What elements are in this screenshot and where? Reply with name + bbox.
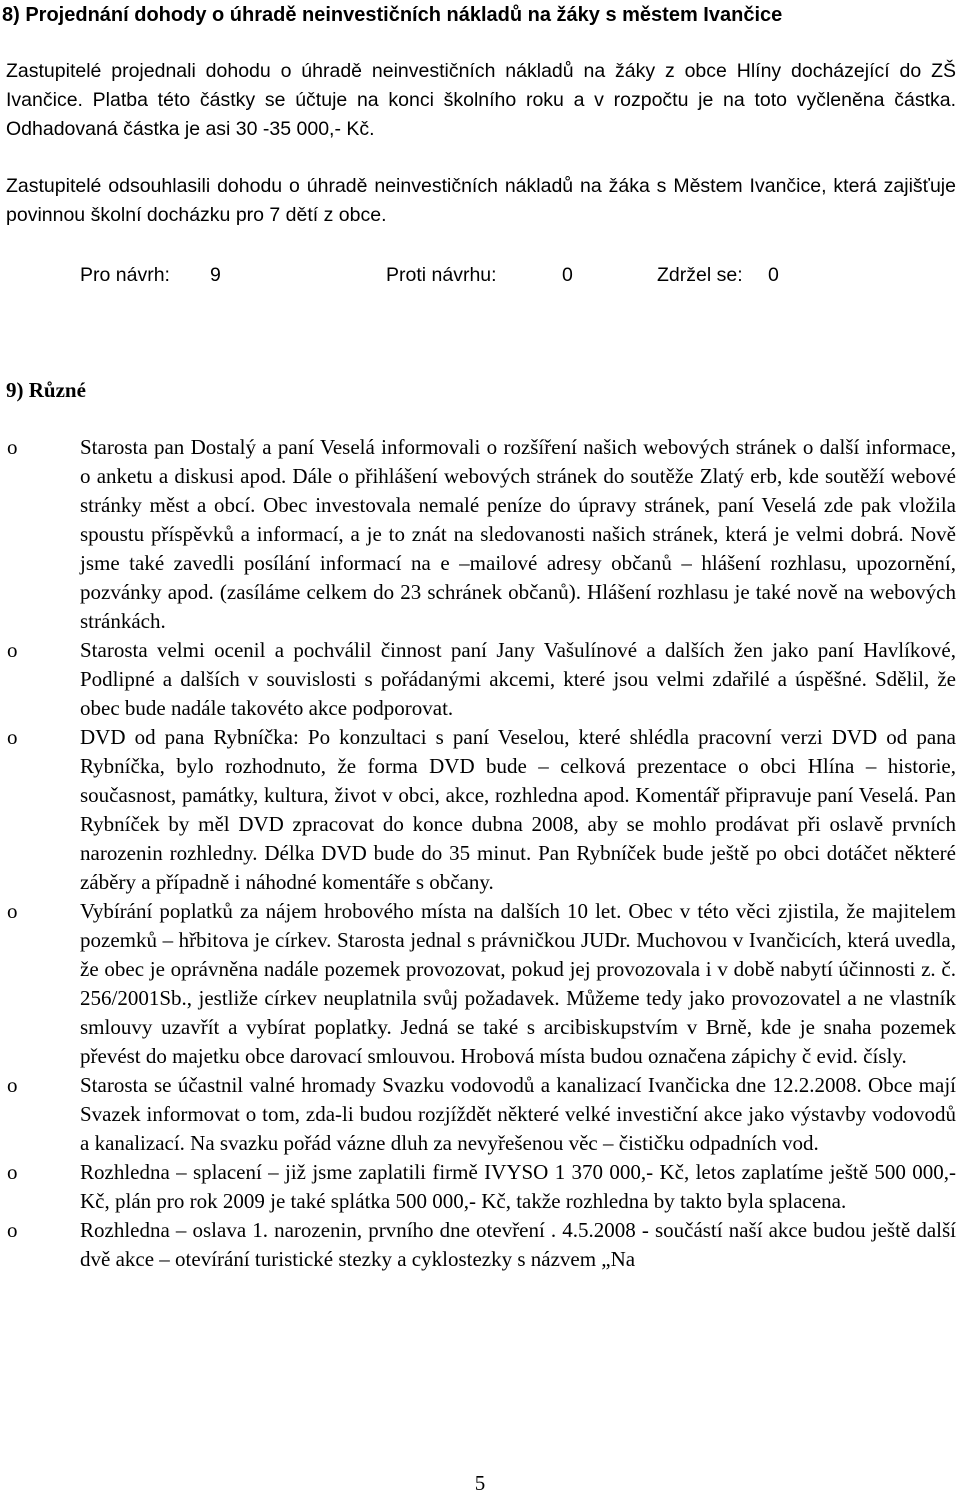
vote-for-label: Pro návrh: — [80, 264, 170, 286]
list-item — [0, 1071, 960, 1158]
list-item-text: Starosta pan Dostalý a paní Veselá informovali o rozšíření našich webových stránek o další informace, o anketu a diskusi apod. Dále o přihlášení webových stránek do soutěže Zlatý erb, kde soutěží webové stránky měst a obcí. Obec investovala nemalé peníze do úpravy stránek, paní Veselá zde pak vložila spoustu příspěvků a informací, a je to znát na sledovanosti našich stránek, která je velmi dobrá. Nově jsme také zavedli posílání informací na e –mailové adresy občanů – hlášení rozhlasu, upozornění, pozvánky apod. (zasíláme celkem do 23 schránek občanů). Hlášení rozhlasu je také nově na webových stránkách. — [80, 435, 956, 633]
bullet-marker: o — [7, 1160, 18, 1184]
section-9-list — [0, 433, 960, 1274]
bullet-marker: o — [7, 1218, 18, 1242]
bullet-marker: o — [7, 638, 18, 662]
list-item-text: Vybírání poplatků za nájem hrobového místa na dalších 10 let. Obec v této věci zjistila, že majitelem pozemků – hřbitova je církev. Starosta jednal s právničkou JUDr. Muchovou v Ivančicích, která uvedla, že obec je oprávněna nadále pozemek provozovat, pokud jej provozovala i v době nabytí účinnosti z. č. 256/2001Sb., jestliže církev neuplatnila svůj požadavek. Můžeme tedy jako provozovatel a ne vlastník smlouvy uzavřít a vybírat poplatky. Jedná se také s arcibiskupstvím v Brně, kde je snaha pozemek převést do majetku obce darovací smlouvou. Hrobová místa budou označena zápichy č evid. čísly. — [80, 899, 956, 1068]
page-number: 5 — [474, 1471, 486, 1495]
vote-abstain-label: Zdržel se: — [657, 264, 743, 286]
bullet-marker: o — [7, 899, 18, 923]
vote-abstain-value: 0 — [768, 264, 779, 286]
list-item-text: Rozhledna – splacení – již jsme zaplatili firmě IVYSO 1 370 000,- Kč, letos zaplatíme ještě 500 000,- Kč, plán pro rok 2009 je také splátka 500 000,- Kč, takže rozhledna by takto byla splacena. — [80, 1160, 956, 1213]
vote-against-value: 0 — [562, 264, 573, 286]
section-8-paragraph-2: Zastupitelé odsouhlasili dohodu o úhradě neinvestičních nákladů na žáka s Městem Ivančice, která zajišťuje povinnou školní docházku pro 7 dětí z obce. — [6, 175, 956, 226]
list-item-text: Rozhledna – oslava 1. narozenin, prvního dne otevření . 4.5.2008 - součástí naší akce budou ještě další dvě akce – otevírání turistické stezky a cyklostezky s názvem „Na — [80, 1218, 956, 1271]
list-item — [0, 636, 960, 723]
bullet-marker: o — [7, 725, 18, 749]
list-item-text: Starosta se účastnil valné hromady Svazku vodovodů a kanalizací Ivančicka dne 12.2.2008. Obce mají Svazek informovat o tom, zda-li budou rozjíždět některé velké investiční akce jako výstavby vodovodů a kanalizací. Na svazku pořád vázne dluh za nevyřešenou věc – čističku odpadních vod. — [80, 1073, 956, 1155]
list-item — [0, 1158, 960, 1216]
vote-for-value: 9 — [210, 264, 221, 286]
list-item-text: Starosta velmi ocenil a pochválil činnost paní Jany Vašulínové a dalších žen jako paní Havlíkové, Podlipné a dalších v souvislosti s pořádanými akcemi, které jsou velmi zdařilé a úspěšné. Sdělil, že obec bude nadále takovéto akce podporovat. — [80, 638, 956, 720]
section-8-heading: 8) Projednání dohody o úhradě neinvestičních nákladů na žáky s městem Ivančice — [2, 4, 783, 26]
list-item — [0, 1216, 960, 1274]
vote-against-label: Proti návrhu: — [386, 264, 497, 286]
list-item-text: DVD od pana Rybníčka: Po konzultaci s paní Veselou, které shlédla pracovní verzi DVD od pana Rybníčka, bylo rozhodnuto, že forma DVD bude – celková prezentace o obci Hlína – historie, současnost, památky, kultura, život v obci, akce, rozhledna apod. Komentář připravuje paní Veselá. Pan Rybníček by měl DVD zpracovat do konce dubna 2008, aby se mohlo prodávat při oslavě prvních narozenin rozhledny. Délka DVD bude do 35 minut. Pan Rybníček bude ještě po obci dotáčet některé záběry a případně i náhodné komentáře s občany. — [80, 725, 956, 894]
bullet-marker: o — [7, 435, 18, 459]
bullet-marker: o — [7, 1073, 18, 1097]
section-9-heading: 9) Různé — [6, 378, 86, 402]
list-item — [0, 897, 960, 1071]
list-item — [0, 723, 960, 897]
section-8-paragraph-1: Zastupitelé projednali dohodu o úhradě neinvestičních nákladů na žáky z obce Hlíny docházející do ZŠ Ivančice. Platba této částky se účtuje na konci školního roku a v rozpočtu je na toto vyčleněna částka. Odhadovaná částka je asi 30 -35 000,- Kč. — [6, 60, 956, 140]
list-item — [0, 433, 960, 636]
